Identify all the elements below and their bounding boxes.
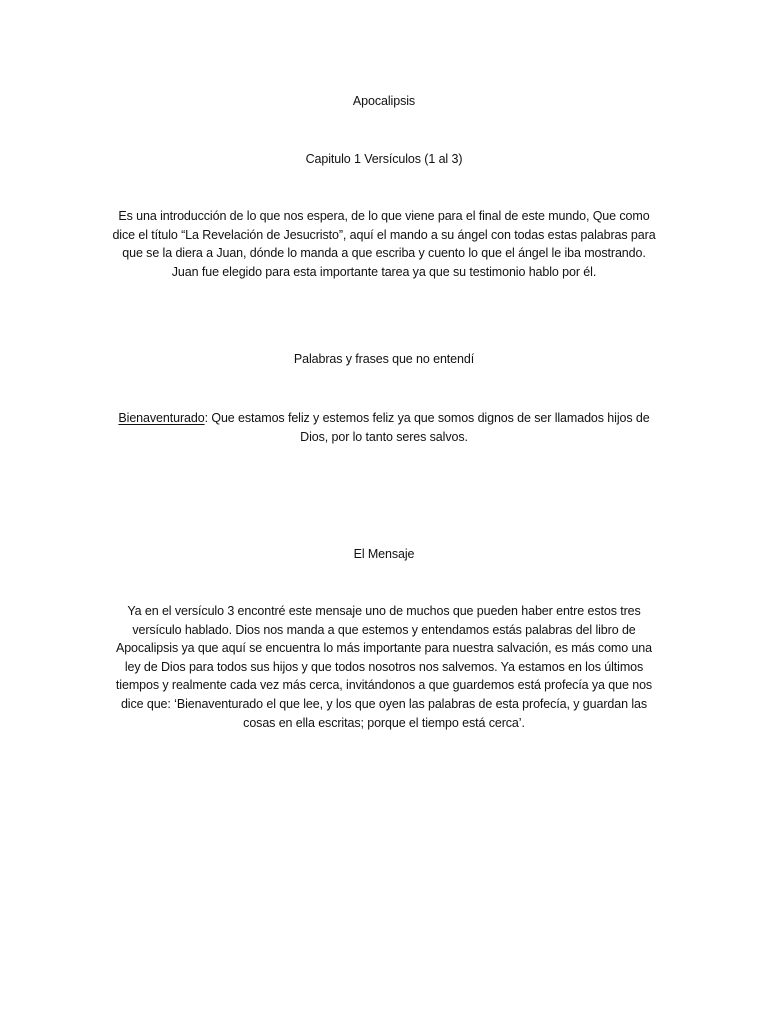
message-line: ley de Dios para todos sus hijos y que todos nosotros nos salvemos. Ya estamos en los últimos: [124, 659, 644, 674]
chapter-text: Capitulo 1 Versículos (1 al 3): [305, 152, 463, 166]
intro-line: dice el título “La Revelación de Jesucristo”, aquí el mando a su ángel con todas estas palabras para: [112, 227, 656, 242]
message-line: Apocalipsis ya que aquí se encuentra lo más importante para nuestra salvación, es más como una: [115, 641, 653, 656]
document-title: [96, 92, 672, 111]
intro-line: Juan fue elegido para esta importante tarea ya que su testimonio hablo por él.: [171, 264, 597, 279]
message-line: tiempos y realmente cada vez más cerca, invitándonos a que guardemos está profecía ya que nos: [115, 678, 653, 693]
message-line: versículo hablado. Dios nos manda a que estemos y entendamos estás palabras del libro de: [132, 622, 636, 637]
intro-line: Es una introducción de lo que nos espera, de lo que viene para el final de este mundo, Que como: [118, 209, 650, 223]
title-text: Apocalipsis: [352, 94, 416, 108]
intro-line: que se la diera a Juan, dónde lo manda a que escriba y cuento lo que el ángel le iba mostrando.: [122, 246, 646, 261]
chapter-heading: [96, 150, 672, 169]
message-line: dice que: ‘Bienaventurado el que lee, y los que oyen las palabras de esta profecía, y guardan las: [120, 696, 648, 711]
message-line: Ya en el versículo 3 encontré este mensaje uno de muchos que pueden haber entre estos tres: [127, 604, 641, 618]
intro-paragraph: [96, 207, 672, 281]
message-heading: [96, 545, 672, 564]
definition-paragraph: [96, 409, 672, 446]
definition-term: Bienaventurado: [118, 411, 205, 425]
message-line: cosas en ella escritas; porque el tiempo está cerca’.: [243, 715, 525, 730]
definition-colon: :: [204, 411, 208, 425]
message-heading-text: El Mensaje: [353, 547, 415, 561]
message-paragraph: [96, 602, 672, 732]
words-heading: [96, 350, 672, 369]
definition-text: Que estamos feliz y estemos feliz ya que somos dignos de ser llamados hijos de: [207, 411, 650, 425]
words-heading-text: Palabras y frases que no entendí: [293, 352, 475, 366]
definition-line: [96, 409, 672, 428]
definition-line: Dios, por lo tanto seres salvos.: [300, 429, 468, 444]
